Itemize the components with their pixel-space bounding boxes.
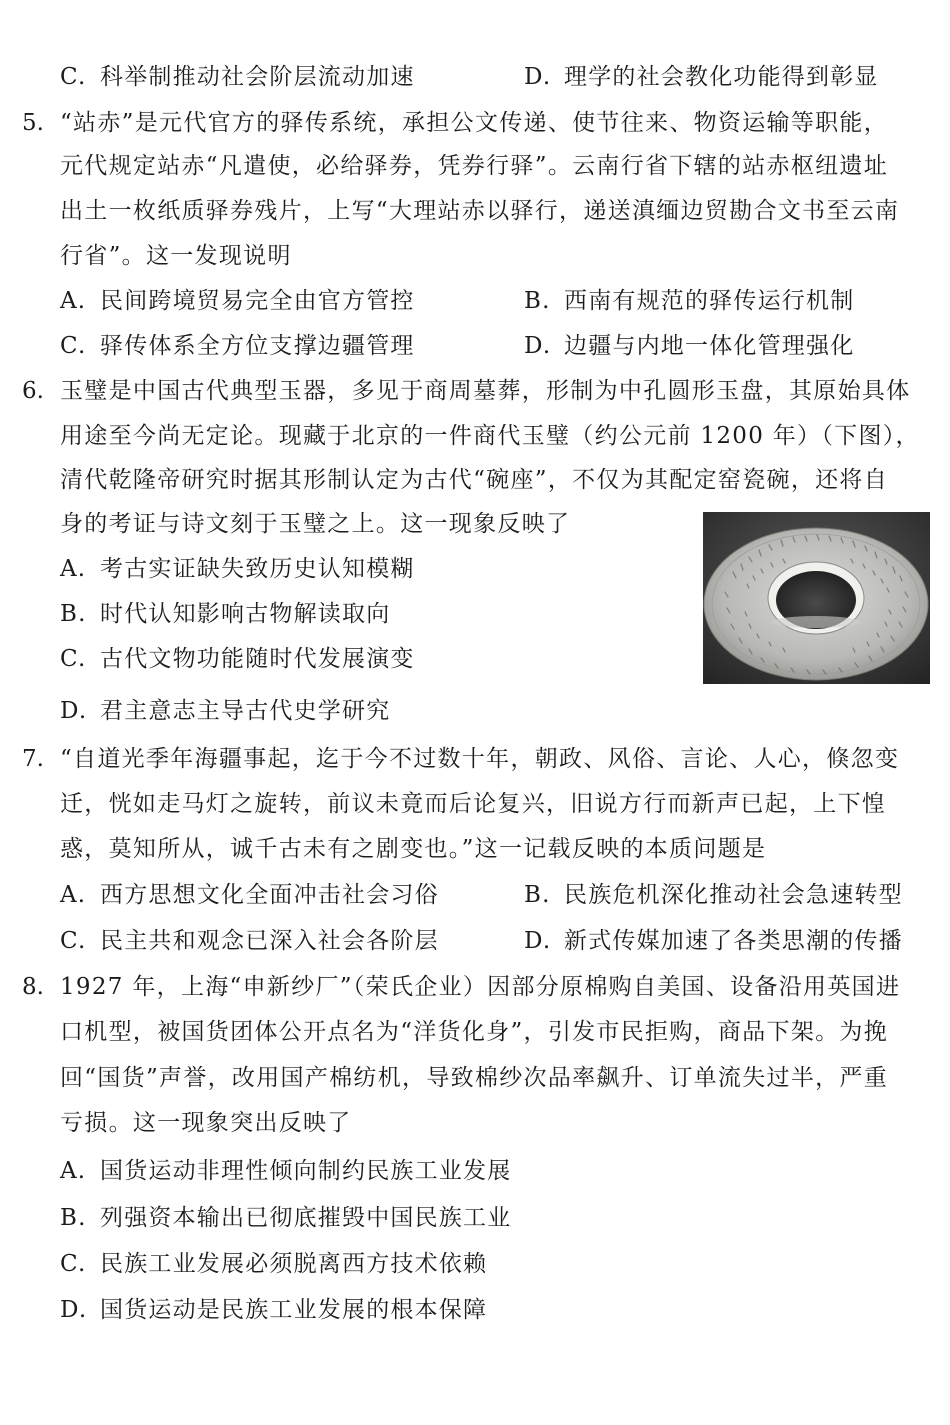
q5-option-a: A. 民间跨境贸易完全由官方管控 xyxy=(60,288,415,314)
q6-option-a: A. 考古实证缺失致历史认知模糊 xyxy=(60,556,415,582)
q4-option-c: C. 科举制推动社会阶层流动加速 xyxy=(60,64,415,90)
q8-option-a: A. 国货运动非理性倾向制约民族工业发展 xyxy=(60,1158,512,1184)
q6-option-d: D. 君主意志主导古代史学研究 xyxy=(60,698,391,724)
q7-number: 7. xyxy=(22,746,44,772)
q6-stem-line: 身的考证与诗文刻于玉璧之上。这一现象反映了 xyxy=(60,511,571,537)
q7-option-c: C. 民主共和观念已深入社会各阶层 xyxy=(60,928,439,954)
q8-stem-line: 亏损。这一现象突出反映了 xyxy=(60,1110,352,1136)
q5-stem-line: 元代规定站赤“凡遣使，必给驿券，凭券行驿”。云南行省下辖的站赤枢纽遗址 xyxy=(60,153,889,179)
q8-number: 8. xyxy=(22,974,44,1000)
jade-bi-photo xyxy=(703,512,930,684)
jade-bi-illustration xyxy=(703,512,930,684)
q6-stem-line: 玉璧是中国古代典型玉器，多见于商周墓葬，形制为中孔圆形玉盘，其原始具体 xyxy=(60,378,911,404)
q5-option-d: D. 边疆与内地一体化管理强化 xyxy=(524,333,855,359)
q6-stem-line: 清代乾隆帝研究时据其形制认定为古代“碗座”，不仅为其配定窑瓷碗，还将自 xyxy=(60,467,889,493)
q8-stem-line: 口机型，被国货团体公开点名为“洋货化身”，引发市民拒购，商品下架。为挽 xyxy=(60,1019,889,1045)
q6-option-c: C. 古代文物功能随时代发展演变 xyxy=(60,646,415,672)
q7-stem-line: “自道光季年海疆事起，迄于今不过数十年，朝政、风俗、言论、人心，倏忽变 xyxy=(60,746,900,772)
q4-option-d: D. 理学的社会教化功能得到彰显 xyxy=(524,64,879,90)
q8-stem-line: 1927 年，上海“申新纱厂”（荣氏企业）因部分原棉购自美国、设备沿用英国进 xyxy=(60,974,901,1000)
q7-option-a: A. 西方思想文化全面冲击社会习俗 xyxy=(60,882,439,908)
q5-stem-line: 出土一枚纸质驿券残片，上写“大理站赤以驿行，递送滇缅边贸勘合文书至云南 xyxy=(60,198,900,224)
q7-option-d: D. 新式传媒加速了各类思潮的传播 xyxy=(524,928,903,954)
q8-option-b: B. 列强资本输出已彻底摧毁中国民族工业 xyxy=(60,1205,512,1231)
q5-stem-line: 行省”。这一发现说明 xyxy=(60,243,292,269)
q5-stem-line: “站赤”是元代官方的驿传系统，承担公文传递、使节往来、物资运输等职能， xyxy=(60,110,889,136)
q7-stem-line: 惑，莫知所从，诚千古未有之剧变也。”这一记载反映的本质问题是 xyxy=(60,836,767,862)
q5-option-c: C. 驿传体系全方位支撑边疆管理 xyxy=(60,333,415,359)
q6-option-b: B. 时代认知影响古物解读取向 xyxy=(60,601,391,627)
q7-stem-line: 迁，恍如走马灯之旋转，前议未竟而后论复兴，旧说方行而新声已起，上下惶 xyxy=(60,791,887,817)
q5-number: 5. xyxy=(22,110,44,136)
q5-option-b: B. 西南有规范的驿传运行机制 xyxy=(524,288,855,314)
q7-option-b: B. 民族危机深化推动社会急速转型 xyxy=(524,882,903,908)
q6-stem-line: 用途至今尚无定论。现藏于北京的一件商代玉璧（约公元前 1200 年）（下图）， xyxy=(60,423,920,449)
q8-stem-line: 回“国货”声誉，改用国产棉纺机，导致棉纱次品率飙升、订单流失过半，严重 xyxy=(60,1065,889,1091)
q8-option-c: C. 民族工业发展必须脱离西方技术依赖 xyxy=(60,1251,488,1277)
q8-option-d: D. 国货运动是民族工业发展的根本保障 xyxy=(60,1297,488,1323)
q6-number: 6. xyxy=(22,378,44,404)
